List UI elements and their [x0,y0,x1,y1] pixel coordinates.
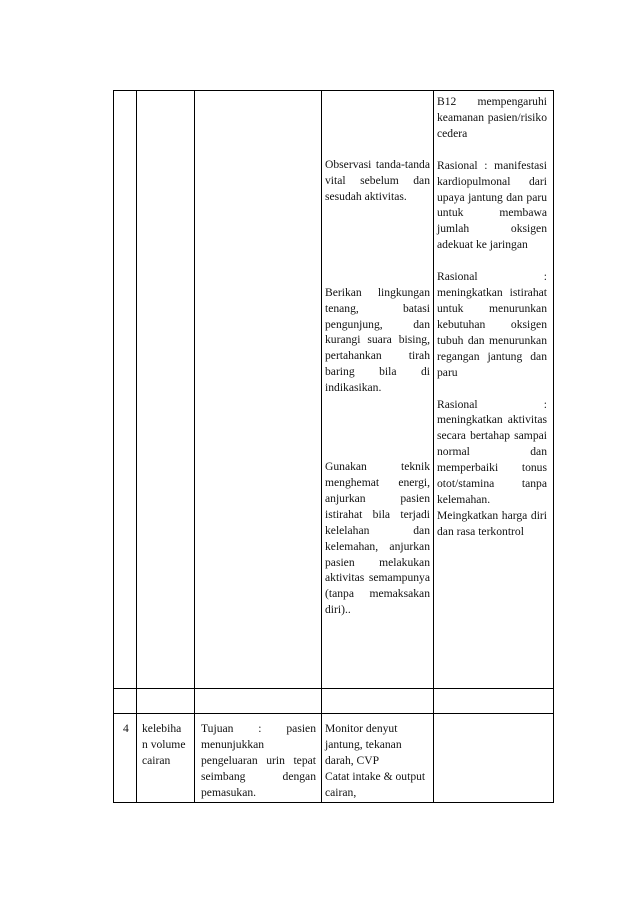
goal-text: Tujuan : pasien menunjukkan pengeluaran urin tepat seimbang dengan pemasukan. [201,722,316,799]
goal-cell [201,721,316,801]
intervention-observe-vitals: Observasi tanda-tanda vital sebelum dan sesudah aktivitas. [325,158,430,203]
diagnosis-cell [142,721,186,769]
rationale-cell-upper [437,94,547,540]
row-divider-2 [114,713,553,714]
column-divider-3 [321,91,322,802]
intervention-cell-upper [325,157,430,618]
diagnosis-text: kelebihan volume cairan [142,722,186,767]
intervention-energy-saving: Gunakan teknik menghemat energi, anjurkan pasien istirahat bila terjadi kelelahan dan kelemahan, anjurkan pasien melakukan aktivitas semampunya (tanpa memaksakan diri).. [325,460,430,617]
row-divider-1 [114,688,553,689]
column-divider-2 [194,91,195,802]
rationale-rest: Rasional : meningkatkan istirahat untuk menurunkan kebutuhan oksigen tubuh dan menurunkan regangan jantung dan paru [437,270,547,379]
column-divider-4 [433,91,434,802]
intervention-cell-lower [325,721,429,801]
intervention-calm-environment: Berikan lingkungan tenang, batasi pengunjung, dan kurangi suara bising, pertahankan tirah baring bila di indikasikan. [325,285,430,395]
nursing-care-table [113,90,554,803]
rationale-b12: B12 mempengaruhi keamanan pasien/risiko cedera [437,95,547,140]
rationale-activity: Rasional : meningkatkan aktivitas secara bertahap sampai normal dan memperbaiki tonus otot/stamina tanpa kelemahan. Meingkatkan harga diri dan rasa terkontrol [437,397,547,538]
row-number: 4 [123,722,129,735]
intervention-intake-output: Catat intake & output cairan, [325,769,426,799]
rationale-cardiopulmonary: Rasional : manifestasi kardiopulmonal dari upaya jantung dan paru untuk membawa jumlah oksigen adekuat ke jaringan [437,158,547,252]
column-divider-1 [136,91,137,802]
intervention-monitor: Monitor denyut jantung, tekanan darah, CVP [325,722,402,767]
